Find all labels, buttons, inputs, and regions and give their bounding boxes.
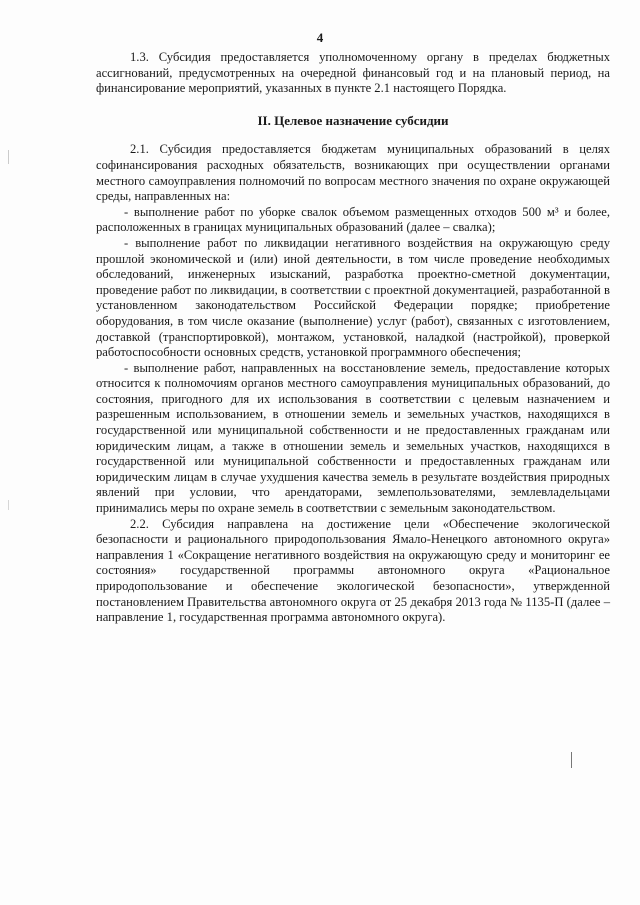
page-number: 4 <box>316 30 324 45</box>
paragraph-2-2: 2.2. Субсидия направлена на достижение цели «Обеспечение экологической безопасности и рационального природопользования Ямало-Ненецкого автономного округа» направления 1 «Сокращение негативного воздействия на окружающую среду и мониторинг ее состояния» государственной программы автономного округа «Рациональное природопользование и обеспечение экологической безопасности», утвержденной постановлением Правительства автономного округа от 25 декабря 2013 года № 1135-П (далее – направление 1, государственная программа автономного округа). <box>96 516 610 625</box>
list-item-land-restoration: - выполнение работ, направленных на восстановление земель, предоставление которых относится к полномочиям органов местного самоуправления муниципальных образований, до состояния, пригодного для их использования в соответствии с целевым назначением и разрешенным использованием, в отношении земель и земельных участков, находящихся в государственной или муниципальной собственности и не предоставленных гражданам или юридическим лицам, а также в отношении земель и земельных участков, находящихся в государственной или муниципальной собственности и предоставленных гражданам или юридическим лицам в случае ухудшения качества земель в результате воздействия природных явлений при условии, что арендаторами, землепользователями, землевладельцами принимались меры по охране земель в соответствии с земельным законодательством. <box>96 360 610 516</box>
list-item-landfill-cleanup: - выполнение работ по уборке свалок объемом размещенных отходов 500 м³ и более, расположенных в границах муниципальных образований (далее – свалка); <box>96 204 610 235</box>
section-heading: II. Целевое назначение субсидии <box>257 112 449 128</box>
list-item-impact-elimination: - выполнение работ по ликвидации негативного воздействия на окружающую среду прошлой экономической и (или) иной деятельности, в том числе проведение необходимых обследований, инженерных изысканий, разработка проектно-сметной документации, проведение работ по ликвидации, в соответствии с проектной документацией, разработанной в установленном законодательством Российской Федерации порядке; приобретение оборудования, в том числе оказание (выполнение) услуг (работ), связанных с изготовлением, доставкой (транспортировкой), монтажом, установкой, наладкой (настройкой), проверкой работоспособности основных средств, установкой программного обеспечения; <box>96 235 610 360</box>
document-body <box>96 50 610 626</box>
scan-artifact <box>8 150 9 164</box>
paragraph-2-1: 2.1. Субсидия предоставляется бюджетам муниципальных образований в целях софинансирования расходных обязательств, возникающих при осуществлении органами местного самоуправления полномочий по вопросам местного значения по охране окружающей среды, направленных на: <box>96 142 610 204</box>
scan-artifact <box>8 500 9 510</box>
scan-artifact <box>571 752 572 768</box>
paragraph-1-3: 1.3. Субсидия предоставляется уполномоченному органу в пределах бюджетных ассигнований, предусмотренных на очередной финансовый год и на плановый период, на финансирование мероприятий, указанных в пункте 2.1 настоящего Порядка. <box>96 50 610 96</box>
